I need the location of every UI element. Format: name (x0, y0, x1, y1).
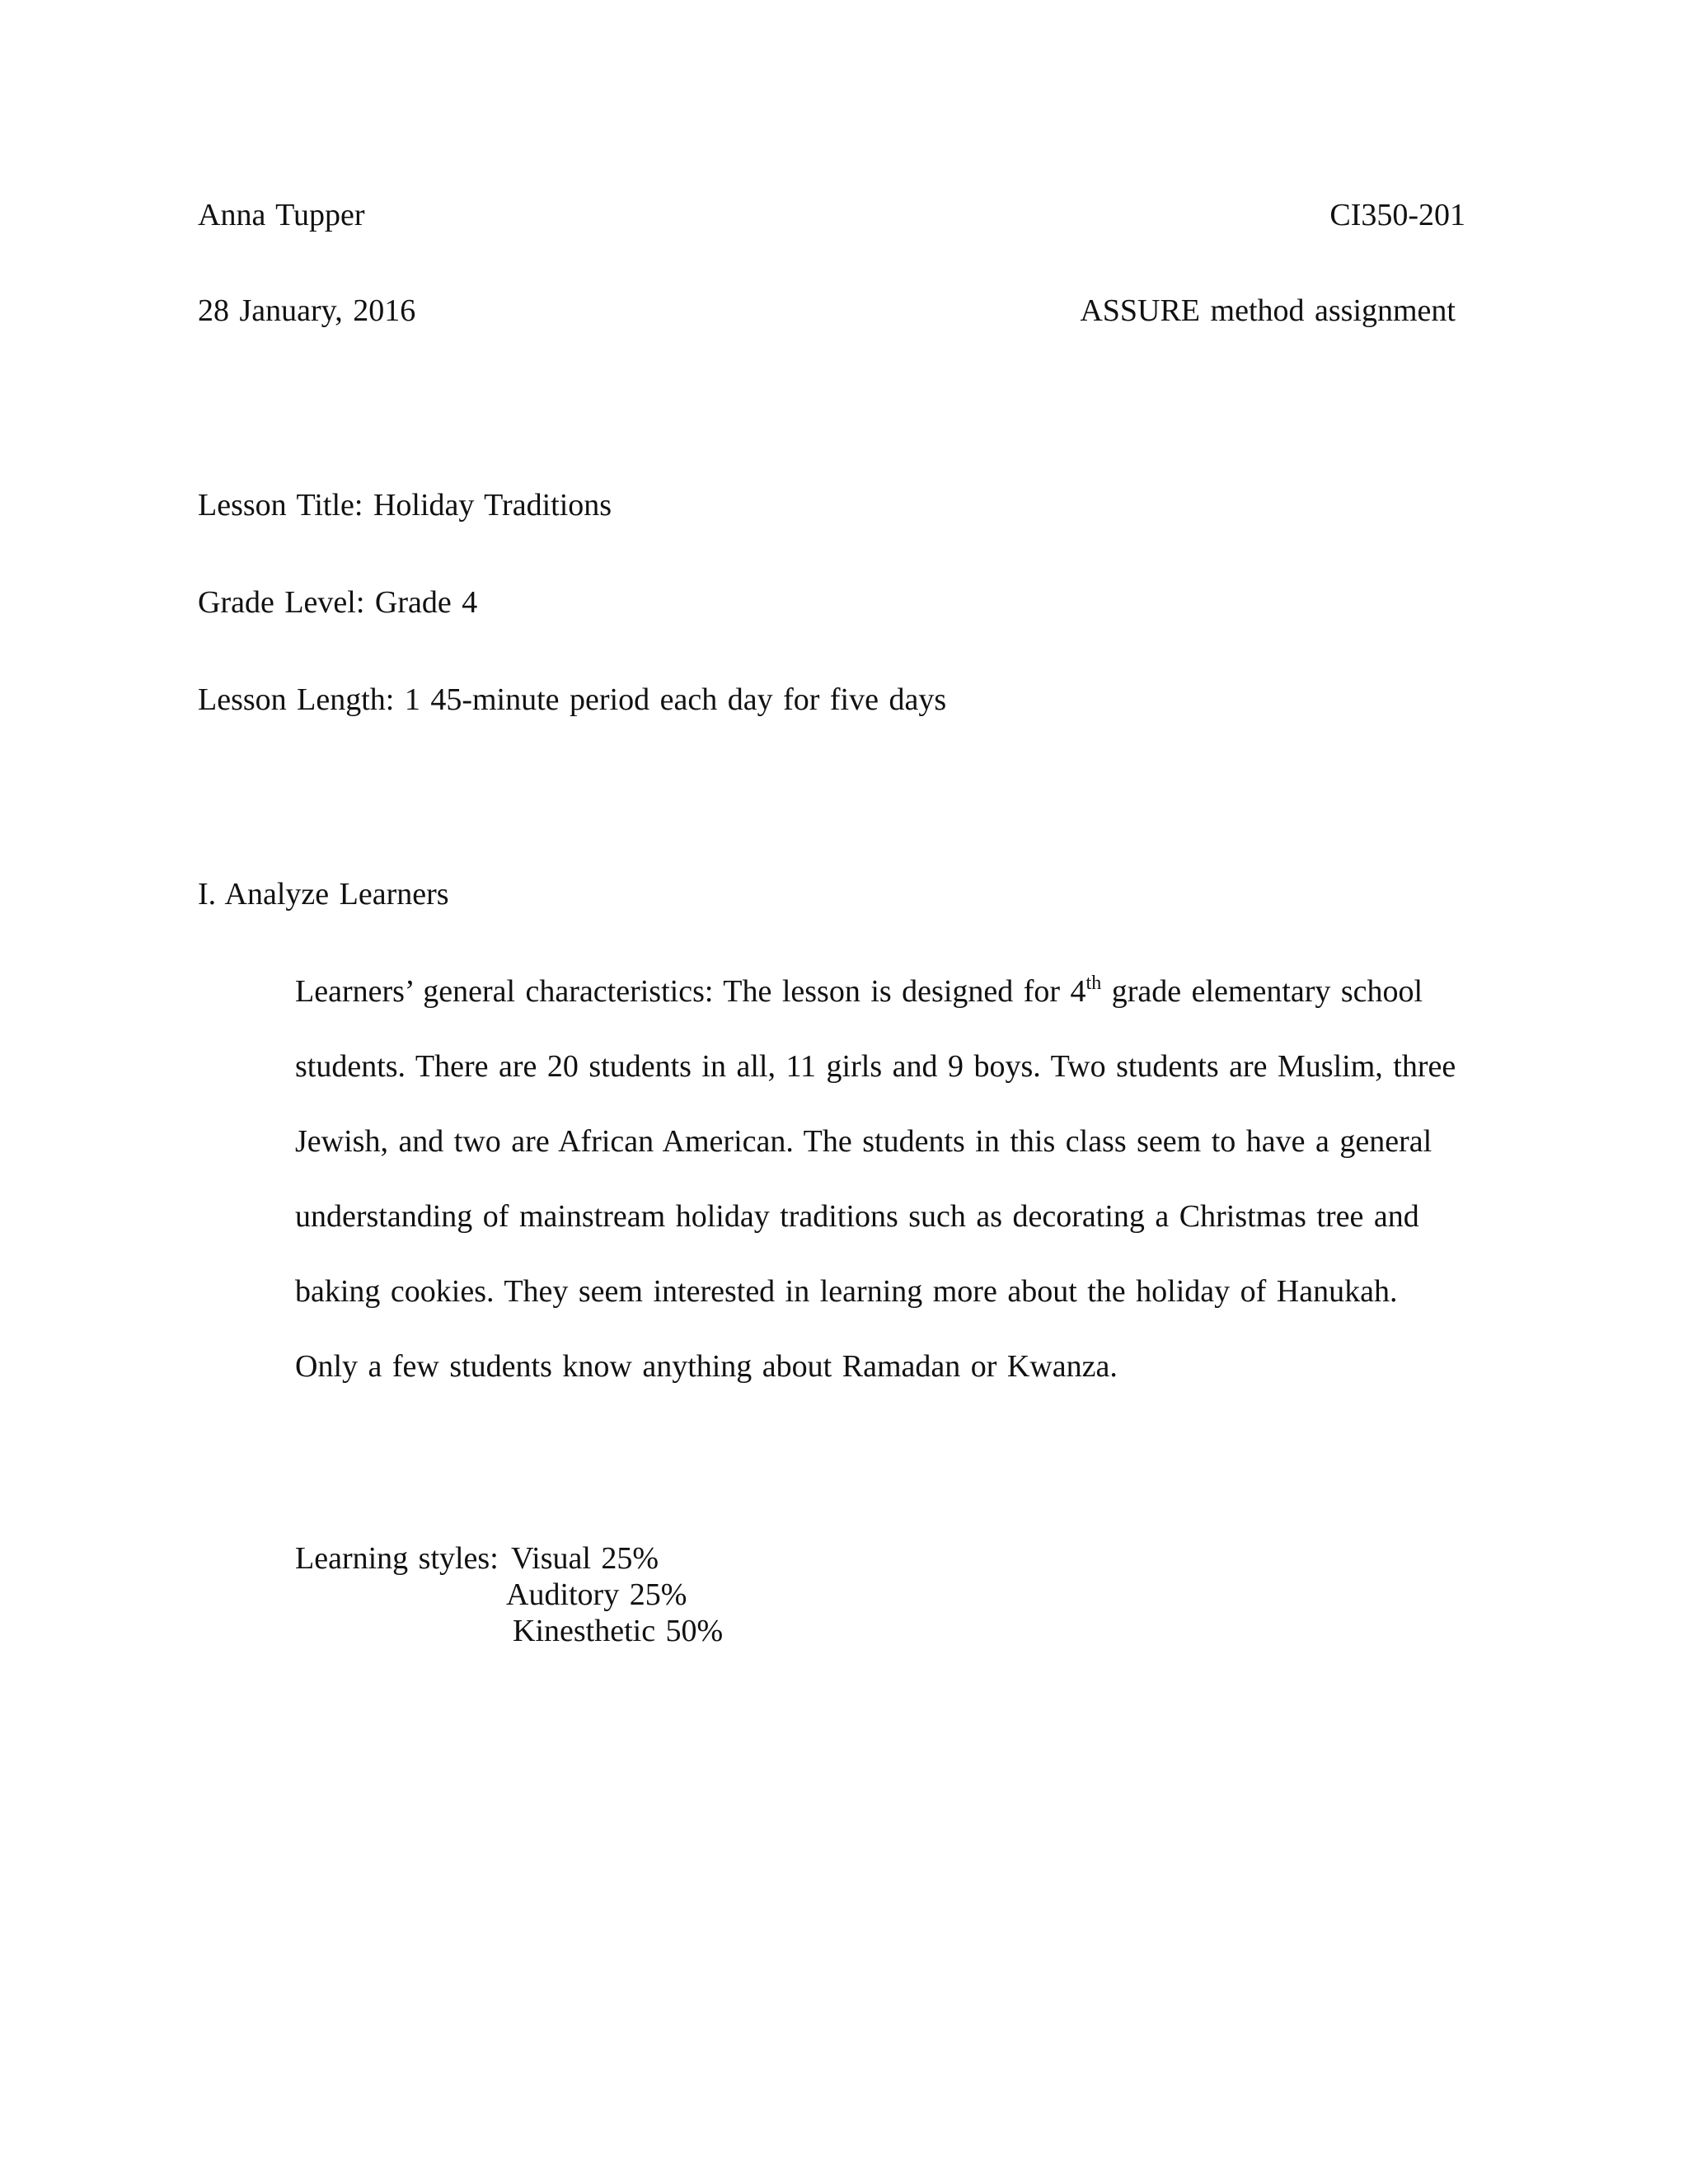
assignment-title: ASSURE method assignment (1080, 293, 1456, 328)
paragraph-line-text: Learners’ general characteristics: The lesson is designed for 4 (295, 974, 1086, 1009)
learning-style-item: Visual 25% (511, 1541, 659, 1576)
paragraph-line-text: grade elementary school (1101, 974, 1423, 1009)
paragraph-line: understanding of mainstream holiday traditions such as decorating a Christmas tree and (295, 1199, 1419, 1234)
learning-style-item: Auditory 25% (506, 1577, 687, 1612)
paragraph-line: Only a few students know anything about Ramadan or Kwanza. (295, 1349, 1118, 1384)
course-code: CI350-201 (1329, 198, 1465, 232)
learning-style-item: Kinesthetic 50% (513, 1614, 724, 1648)
paragraph-line (295, 972, 1474, 1010)
paragraph-line: baking cookies. They seem interested in learning more about the holiday of Hanukah. (295, 1274, 1398, 1309)
author-name: Anna Tupper (198, 198, 365, 232)
grade-level: Grade Level: Grade 4 (198, 585, 478, 620)
learning-styles-label: Learning styles: (295, 1541, 499, 1576)
document-date: 28 January, 2016 (198, 293, 416, 328)
paragraph-line: students. There are 20 students in all, 11 girls and 9 boys. Two students are Muslim, three (295, 1049, 1456, 1084)
ordinal-superscript: th (1085, 972, 1102, 994)
section-heading: I. Analyze Learners (198, 877, 449, 912)
lesson-length: Lesson Length: 1 45-minute period each day for five days (198, 682, 947, 717)
lesson-title: Lesson Title: Holiday Traditions (198, 488, 612, 523)
paragraph-line: Jewish, and two are African American. The students in this class seem to have a general (295, 1124, 1432, 1159)
